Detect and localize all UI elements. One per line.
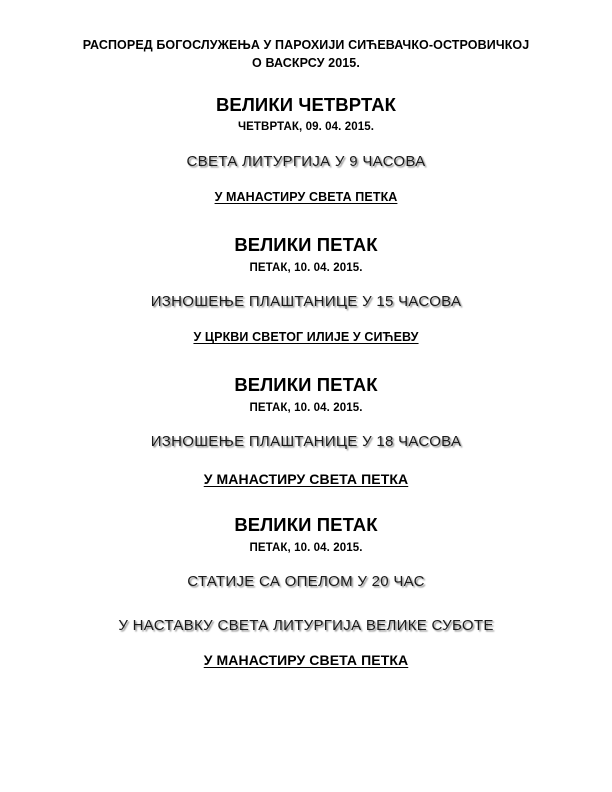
section-4-location	[0, 652, 612, 668]
section-2-service: ИЗНОШЕЊЕ ПЛАШТАНИЦЕ У 15 ЧАСОВА	[150, 293, 462, 310]
document-title-line-1: РАСПОРЕД БОГОСЛУЖЕЊА У ПАРОХИЈИ СИЋЕВАЧКО-ОСТРОВИЧКОЈ	[82, 38, 530, 52]
section-3-day-title: ВЕЛИКИ ПЕТАК	[234, 374, 378, 395]
section-1-date: ЧЕТВРТАК, 09. 04. 2015.	[237, 121, 375, 133]
section-2-day-title: ВЕЛИКИ ПЕТАК	[234, 234, 378, 255]
section-1-location	[0, 190, 612, 204]
section-1-day-title: ВЕЛИКИ ЧЕТВРТАК	[215, 94, 397, 115]
section-4-service-1: СТАТИЈЕ СА ОПЕЛОМ У 20 ЧАС	[187, 573, 425, 590]
section-4-day-title: ВЕЛИКИ ПЕТАК	[234, 514, 378, 535]
section-3-service: ИЗНОШЕЊЕ ПЛАШТАНИЦЕ У 18 ЧАСОВА	[150, 433, 462, 450]
section-3-date: ПЕТАК, 10. 04. 2015.	[249, 402, 363, 414]
section-3-location-text: У МАНАСТИРУ СВЕТА ПЕТКА	[203, 471, 409, 487]
section-1-service: СВЕТА ЛИТУРГИЈА У 9 ЧАСОВА	[186, 153, 426, 170]
section-3-location	[0, 471, 612, 487]
section-2-date: ПЕТАК, 10. 04. 2015.	[249, 262, 363, 274]
section-2-location-text: У ЦРКВИ СВЕТОГ ИЛИЈЕ У СИЋЕВУ	[193, 330, 419, 344]
section-4-date: ПЕТАК, 10. 04. 2015.	[249, 542, 363, 554]
document-title-line-2: О ВАСКРСУ 2015.	[252, 56, 360, 70]
section-4-location-text: У МАНАСТИРУ СВЕТА ПЕТКА	[203, 652, 409, 668]
section-4-service-2: У НАСТАВКУ СВЕТА ЛИТУРГИЈА ВЕЛИКЕ СУБОТЕ	[118, 617, 494, 634]
section-1-location-text: У МАНАСТИРУ СВЕТА ПЕТКА	[214, 190, 398, 204]
section-2-location	[0, 330, 612, 344]
